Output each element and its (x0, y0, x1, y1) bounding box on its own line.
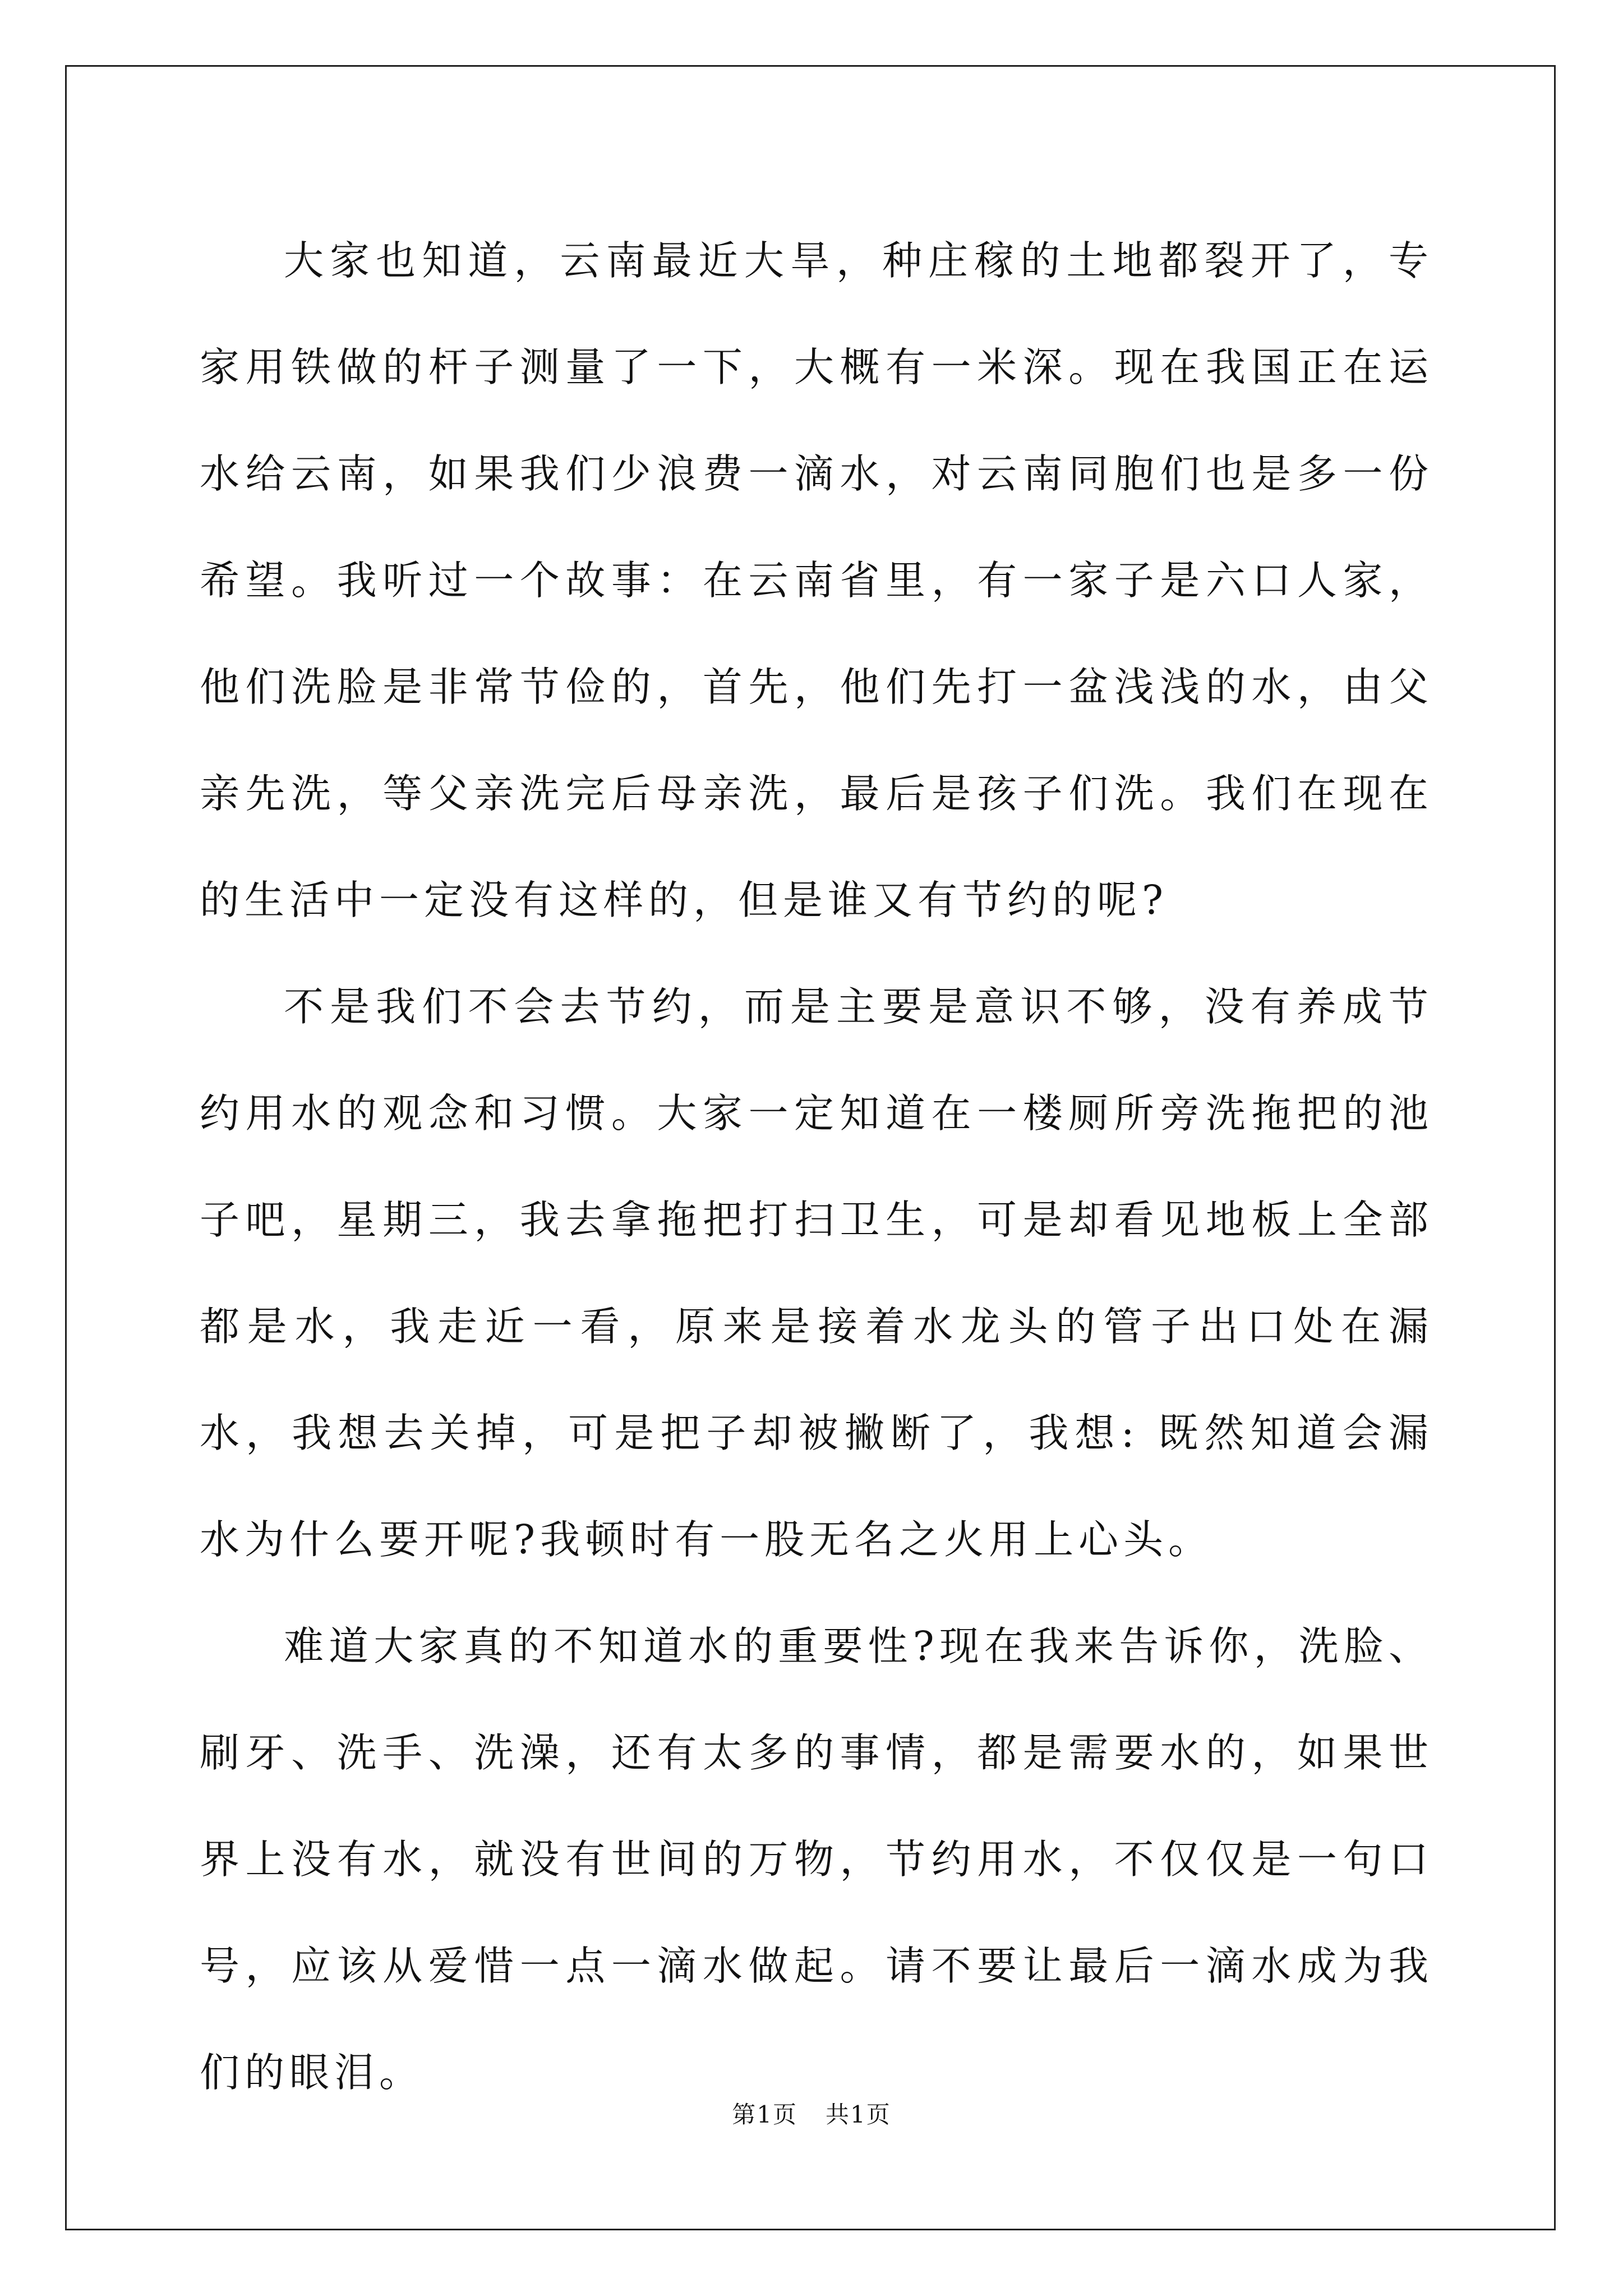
paragraph-2: 不是我们不会去节约，而是主要是意识不够，没有养成节约用水的观念和习惯。大家一定知道在一楼厕所旁洗拖把的池子吧，星期三，我去拿拖把打扫卫生，可是却看见地板上全部都是水，我走近一看，原来是接着水龙头的管子出口处在漏水，我想去关掉，可是把子却被撇断了，我想: 既然知道会漏水为什么要开呢?我顿时有一股无名之火用上心头。 (200, 983, 1433, 1563)
paragraph-3: 难道大家真的不知道水的重要性?现在我来告诉你，洗脸、刷牙、洗手、洗澡，还有太多的事情，都是需要水的，如果世界上没有水，就没有世间的万物，节约用水，不仅仅是一句口号，应该从爱惜一点一滴水做起。请不要让最后一滴水成为我们的眼泪。 (200, 1623, 1433, 2096)
page-number-current: 第1页 (732, 2101, 797, 2128)
document-body (200, 208, 1433, 2126)
paragraph-1: 大家也知道，云南最近大旱，种庄稼的土地都裂开了，专家用铁做的杆子测量了一下，大概有一米深。现在我国正在运水给云南，如果我们少浪费一滴水，对云南同胞们也是多一份希望。我听过一个故事：在云南省里，有一家子是六口人家，他们洗脸是非常节俭的，首先，他们先打一盆浅浅的水，由父亲先洗，等父亲洗完后母亲洗，最后是孩子们洗。我们在现在的生活中一定没有这样的，但是谁又有节约的呢? (200, 237, 1433, 923)
page-footer (0, 2098, 1623, 2132)
page-number-total: 共1页 (826, 2101, 891, 2128)
